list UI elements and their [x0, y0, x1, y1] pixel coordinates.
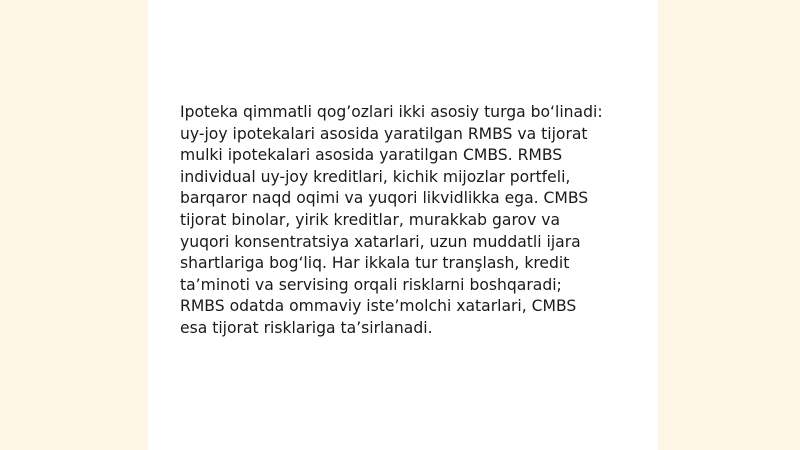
document-page	[148, 0, 658, 450]
body-paragraph: Ipoteka qimmatli qog’ozlari ikki asosiy turga bo‘linadi: uy-joy ipotekalari asosida yaratilgan RMBS va tijorat mulki ipotekalari asosida yaratilgan CMBS. RMBS individual uy-joy kreditlari, kichik mijozlar portfeli, barqaror naqd oqimi va yuqori likvidlikka ega. CMBS tijorat binolar, yirik kreditlar, murakkab garov va yuqori konsentratsiya xatarlari, uzun muddatli ijara shartlariga bog‘liq. Har ikkala tur tranşlash, kredit ta’minoti va servising orqali risklarni boshqaradi; RMBS odatda ommaviy iste’molchi xatarlari, CMBS esa tijorat risklariga ta’sirlanadi.	[180, 103, 603, 337]
